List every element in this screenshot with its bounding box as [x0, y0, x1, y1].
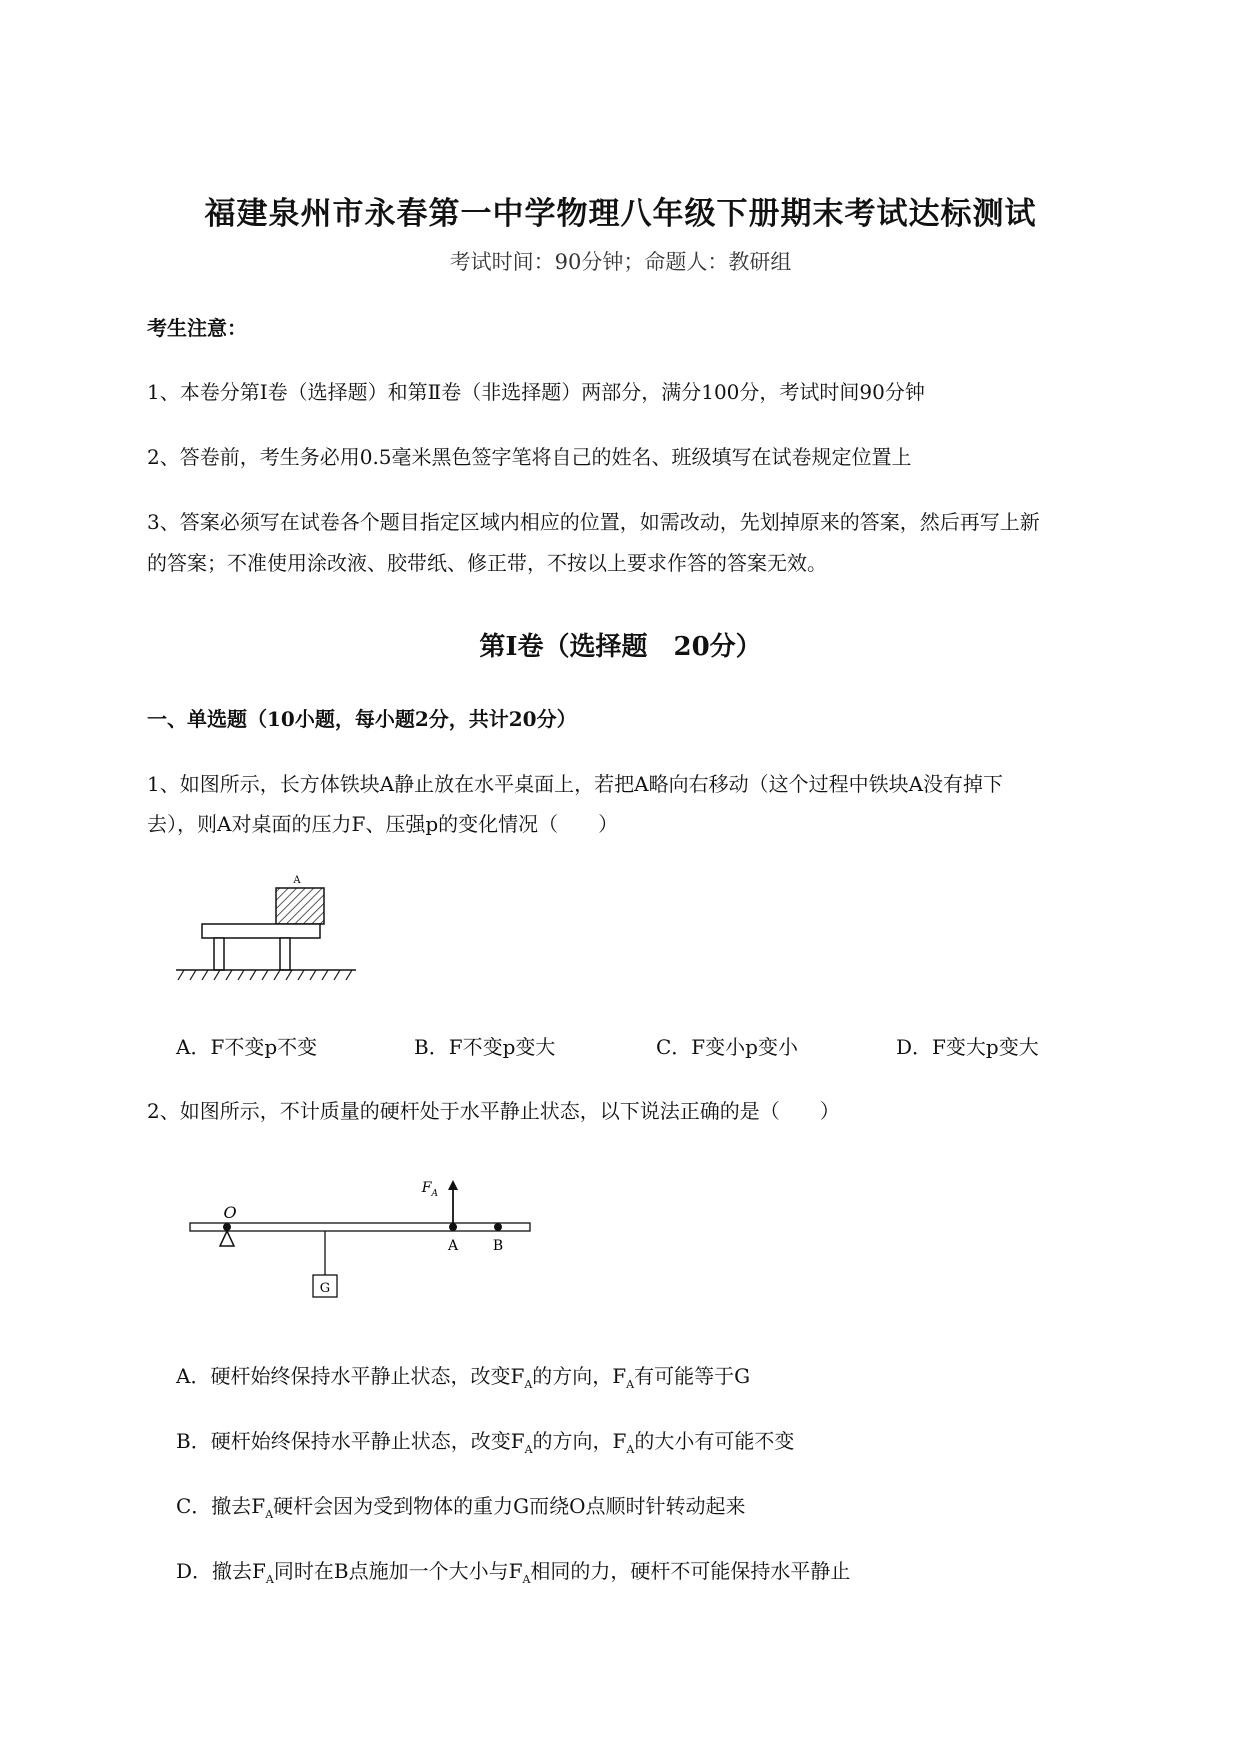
q2-lever-figure — [180, 1160, 540, 1300]
point-b — [494, 1223, 502, 1231]
q2-option-d[interactable]: D．撤去$F_A$同时在B点施加一个大小与$F_A$相同的力，硬杆不可能保持水平静止 — [176, 1559, 851, 1586]
table-leg-left — [214, 938, 224, 970]
q1-stem: 1、如图所示，长方体铁块A静止放在水平桌面上，若把A略向右移动（这个过程中铁块A没有掉下 — [147, 772, 1004, 796]
q2-option-b[interactable]: B．硬杆始终保持水平静止状态，改变$F_A$的方向，$F_A$的大小有可能不变 — [176, 1429, 795, 1456]
notice-item-2: 2、答卷前，考生务必用0.5毫米黑色签字笔将自己的姓名、班级填写在试卷规定位置上 — [147, 445, 912, 469]
point-b-label: B — [492, 1238, 504, 1254]
notice-item-1: 1、本卷分第Ⅰ卷（选择题）和第Ⅱ卷（非选择题）两部分，满分100分，考试时间90分钟 — [147, 380, 925, 404]
q1-option-b[interactable]: B．F不变p变大 — [414, 1035, 556, 1059]
q1-table-figure — [170, 870, 370, 990]
point-a — [449, 1223, 457, 1231]
force-label-sub: A — [431, 1189, 438, 1199]
part-heading: 一、单选题（10小题，每小题2分，共计20分） — [147, 707, 577, 731]
point-a-label: A — [447, 1238, 459, 1254]
notice-item-3-cont: 的答案；不准使用涂改液、胶带纸、修正带，不按以上要求作答的答案无效。 — [147, 551, 827, 575]
q2-stem: 2、如图所示，不计质量的硬杆处于水平静止状态，以下说法正确的是（ ） — [147, 1099, 840, 1123]
iron-block — [276, 888, 324, 924]
page-title: 福建泉州市永春第一中学物理八年级下册期末考试达标测试 — [204, 196, 1037, 232]
svg-text:FA — [421, 1180, 439, 1199]
fulcrum — [220, 1231, 234, 1246]
exam-info: 考试时间：90分钟；命题人：教研组 — [449, 250, 792, 274]
force-arrowhead — [448, 1180, 458, 1190]
block-label: A — [293, 875, 301, 886]
q1-option-c[interactable]: C．F变小p变小 — [656, 1035, 798, 1059]
ground-hatch — [178, 970, 352, 980]
table-leg-right — [280, 938, 290, 970]
notice-item-3: 3、答案必须写在试卷各个题目指定区域内相应的位置，如需改动，先划掉原来的答案，然后再写上新 — [147, 510, 1040, 534]
q2-option-a[interactable]: A．硬杆始终保持水平静止状态，改变$F_A$的方向，$F_A$有可能等于G — [176, 1364, 751, 1391]
lever-rod — [190, 1223, 530, 1231]
force-label: F — [421, 1180, 432, 1196]
notice-heading: 考生注意： — [147, 316, 247, 340]
weight-label: G — [319, 1281, 331, 1296]
q1-option-a[interactable]: A．F不变p不变 — [176, 1035, 318, 1059]
q2-option-c[interactable]: C．撤去$F_A$硬杆会因为受到物体的重力G而绕O点顺时针转动起来 — [176, 1494, 746, 1521]
q1-stem-cont: 去），则A对桌面的压力F、压强p的变化情况（ ） — [147, 812, 619, 836]
table-top — [202, 924, 320, 938]
q1-option-d[interactable]: D．F变大p变大 — [896, 1035, 1039, 1059]
section-title: 第Ⅰ卷（选择题 20分） — [479, 632, 762, 662]
pivot-label: O — [223, 1203, 237, 1222]
